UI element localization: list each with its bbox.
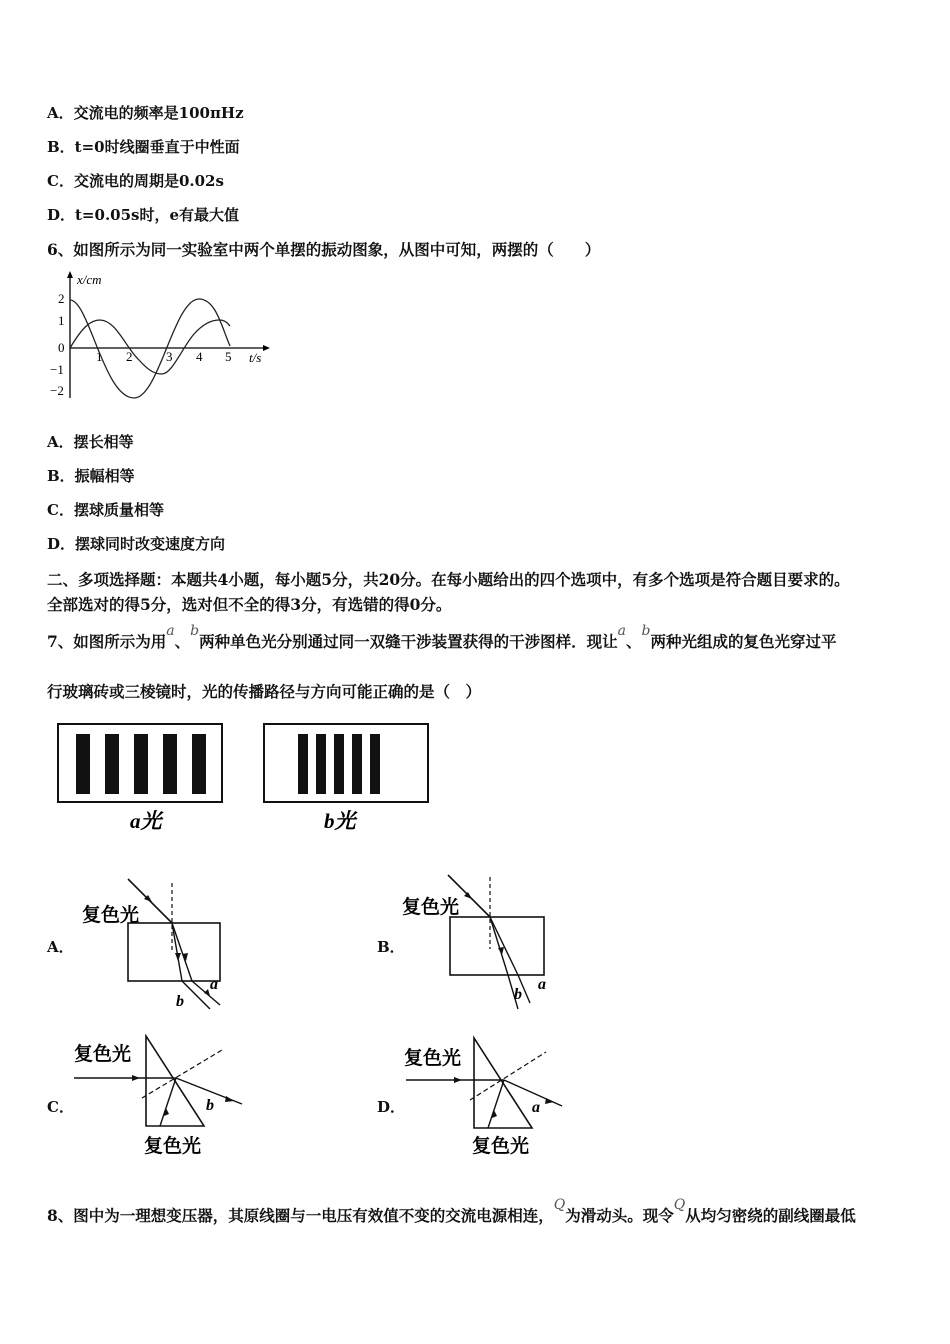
composite-light-label: 复色光 [144,1136,202,1157]
q7-label-c: C． [47,1098,74,1116]
composite-light-label: 复色光 [404,1048,462,1069]
q7-stem-line1 [47,623,837,652]
composite-light-label: 复色光 [82,905,140,926]
q7-part2: 两种单色光分别通过同一双缝干涉装置获得的干涉图样．现让 [199,632,618,651]
q7-label-d: D． [377,1098,406,1116]
graph-x-tick: 3 [166,349,173,364]
q6-option-c: C．摆球质量相等 [47,501,164,519]
ray-b-label: b [206,1097,214,1114]
graph-x-tick: 1 [96,349,103,364]
q7-var-b: b [190,623,200,639]
q8-part3: 从均匀密绕的副线圈最低 [685,1206,856,1225]
ray-a-label: a [532,1099,540,1116]
wave-small [70,320,230,374]
graph-t-label: t/s [249,350,262,365]
diagram-option-d [402,1034,582,1160]
ray-b-label: b [514,986,522,1003]
q6-option-d: D．摆球同时改变速度方向 [47,535,226,553]
ray-a-label: a [210,976,218,993]
graph-x-tick: 4 [196,349,203,364]
fringe-pattern-a [56,722,226,834]
composite-light-label: 复色光 [472,1136,530,1157]
q7-label-b: B． [377,938,405,956]
graph-y-tick: 2 [58,291,65,306]
q5-option-a: A．交流电的频率是100πHz [47,104,244,122]
q7-part1: 7、如图所示为用 [47,632,167,651]
graph-y-tick: −2 [50,383,64,398]
diagram-option-c [72,1034,252,1160]
q7-part3: 两种光组成的复色光穿过平 [650,632,837,651]
q7-var-b: b [641,623,651,639]
q7-var-a: a [166,623,175,639]
graph-y-tick: −1 [50,362,64,377]
fringe-a-label: a光 [130,809,162,833]
section2-line1: 二、多项选择题：本题共4小题，每小题5分，共20分。在每小题给出的四个选项中，有多个选项是符合题目要求的。 [47,570,850,589]
q6-option-a: A．摆长相等 [47,433,134,451]
q7-stem-line2: 行玻璃砖或三棱镜时，光的传播路径与方向可能正确的是（ ） [47,682,482,701]
fringe-pattern-b [262,722,434,834]
fringe-b-label: b光 [324,809,356,833]
q8-part2: 为滑动头。现令 [565,1206,674,1225]
ray-b-label: b [176,993,184,1010]
graph-x-tick: 2 [126,349,133,364]
q7-var-a: a [617,623,627,639]
q8-var-q: Q [673,1197,686,1213]
ray-a-label: a [538,976,546,993]
composite-light-label: 复色光 [402,897,460,918]
q7-sep: 、 [174,632,191,651]
q8-part1: 8、图中为一理想变压器，其原线圈与一电压有效值不变的交流电源相连， [47,1206,554,1225]
section2-line2: 全部选对的得5分，选对但不全的得3分，有选错的得0分。 [47,595,452,614]
graph-y-tick: 1 [58,313,65,328]
q7-sep: 、 [626,632,642,651]
diagram-option-a [80,875,230,1015]
graph-y-tick: 0 [58,340,65,355]
q6-option-b: B．振幅相等 [47,467,135,485]
q8-stem [47,1197,856,1226]
diagram-option-b [400,873,560,1013]
q5-option-c: C．交流电的周期是0.02s [47,172,224,190]
composite-light-label: 复色光 [74,1044,132,1065]
q8-var-q: Q [553,1197,566,1213]
graph-x-tick: 5 [225,349,232,364]
q6-stem: 6、如图所示为同一实验室中两个单摆的振动图象，从图中可知，两摆的（ ） [47,240,601,259]
q5-option-b: B．t=0时线圈垂直于中性面 [47,138,240,156]
oscillation-graph [44,268,284,408]
q7-label-a: A． [47,938,74,956]
graph-x-label: x/cm [77,272,102,287]
q5-option-d: D．t=0.05s时，e有最大值 [47,206,240,224]
